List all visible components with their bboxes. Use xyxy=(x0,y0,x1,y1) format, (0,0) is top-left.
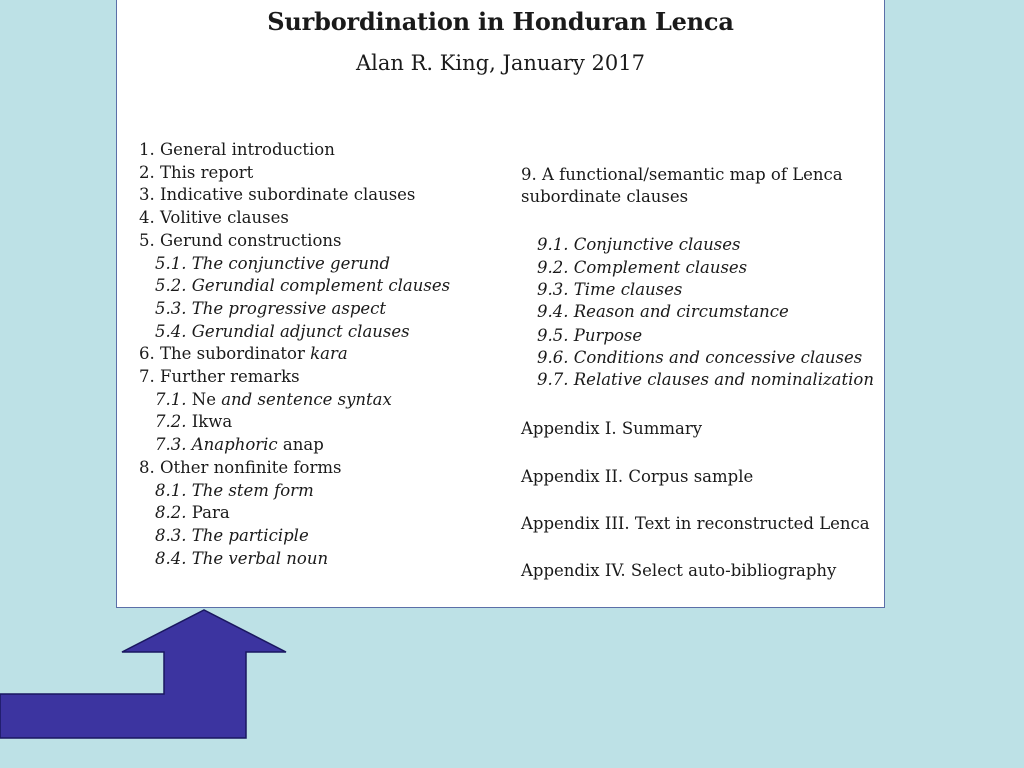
toc-item-9-6: 9.6. Conditions and concessive clauses xyxy=(537,348,863,367)
toc-item-9-7: 9.7. Relative clauses and nominalization xyxy=(537,370,874,389)
toc-item-9-4: 9.4. Reason and circumstance xyxy=(537,302,789,321)
toc-item-6: 6. The subordinator kara xyxy=(139,344,348,363)
toc-appendix-1: Appendix I. Summary xyxy=(521,419,703,438)
toc-item-5-1: 5.1. The conjunctive gerund xyxy=(155,254,391,273)
toc-item-8-4: 8.4. The verbal noun xyxy=(155,549,329,568)
toc-item-7-3: 7.3. Anaphoric anap xyxy=(155,435,324,454)
toc-appendix-3: Appendix III. Text in reconstructed Lenca xyxy=(521,514,870,533)
toc-appendix-2: Appendix II. Corpus sample xyxy=(521,467,754,486)
toc-item-3: 3. Indicative subordinate clauses xyxy=(139,185,416,204)
document-page xyxy=(116,0,885,608)
up-arrow-icon xyxy=(0,608,300,748)
toc-item-5-4: 5.4. Gerundial adjunct clauses xyxy=(155,322,410,341)
toc-item-8-3: 8.3. The participle xyxy=(155,526,309,545)
up-arrow-shape xyxy=(0,610,286,738)
toc-item-1: 1. General introduction xyxy=(139,140,335,159)
toc-item-5-2: 5.2. Gerundial complement clauses xyxy=(155,276,451,295)
toc-item-7: 7. Further remarks xyxy=(139,367,300,386)
toc-item-2: 2. This report xyxy=(139,163,254,182)
toc-item-4: 4. Volitive clauses xyxy=(139,208,289,227)
toc-item-8-1: 8.1. The stem form xyxy=(155,481,314,500)
toc-item-9-line2: subordinate clauses xyxy=(521,187,689,206)
document-title: Surbordination in Honduran Lenca xyxy=(267,7,734,36)
document-author-line: Alan R. King, January 2017 xyxy=(355,51,646,75)
toc-item-9-3: 9.3. Time clauses xyxy=(537,280,683,299)
toc-item-7-2: 7.2. Ikwa xyxy=(155,412,233,431)
toc-item-5-3: 5.3. The progressive aspect xyxy=(155,299,387,318)
toc-item-7-1: 7.1. Ne and sentence syntax xyxy=(155,390,392,409)
toc-item-9-2: 9.2. Complement clauses xyxy=(537,258,748,277)
toc-item-9-5: 9.5. Purpose xyxy=(537,326,643,345)
toc-item-8: 8. Other nonfinite forms xyxy=(139,458,342,477)
toc-item-9-line1: 9. A functional/semantic map of Lenca xyxy=(521,165,843,184)
toc-appendix-4: Appendix IV. Select auto-bibliography xyxy=(521,561,837,580)
toc-item-8-2: 8.2. Para xyxy=(155,503,230,522)
toc-item-5: 5. Gerund constructions xyxy=(139,231,342,250)
toc-item-9-1: 9.1. Conjunctive clauses xyxy=(537,235,741,254)
